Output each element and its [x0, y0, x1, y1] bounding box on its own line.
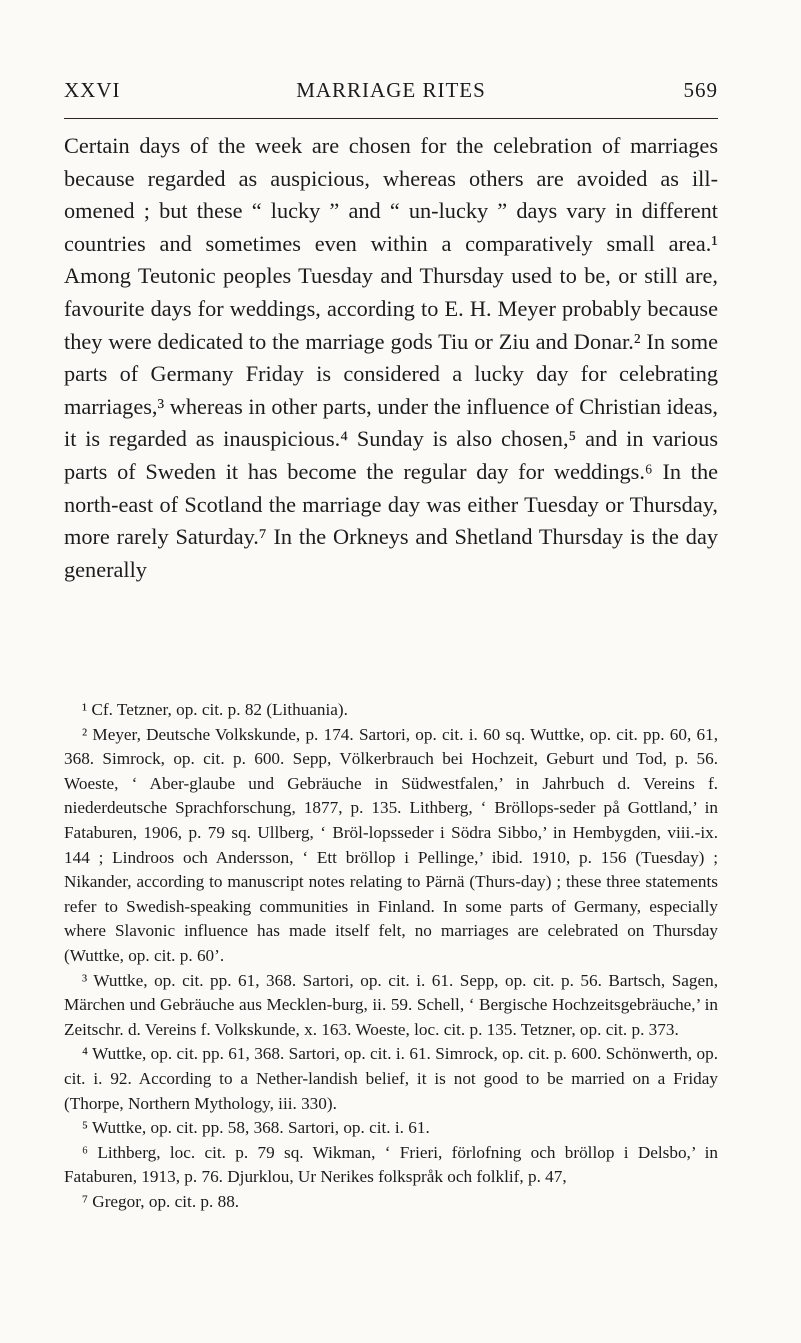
footnote-3: ³ Wuttke, op. cit. pp. 61, 368. Sartori, op. cit. i. 61. Sepp, op. cit. p. 56. Bartsch, Sagen, Märchen und Gebräuche aus Mecklen-burg, ii. 59. Schell, ‘ Bergische Hochzeitsgebräuche,’ in Zeitschr. d. Vereins f. Volkskunde, x. 163. Woeste, loc. cit. p. 135. Tetzner, op. cit. p. 373. [64, 970, 718, 1039]
running-title: MARRIAGE RITES [296, 78, 486, 102]
body-paragraph: Certain days of the week are chosen for the celebration of marriages because regarded as auspicious, whereas others are avoided as ill-omened ; but these “ lucky ” and “ un-lucky ” days vary in different countries and sometimes even within a comparatively small area.¹ Among Teutonic peoples Tuesday and Thursday used to be, or still are, favourite days for weddings, according to E. H. Meyer probably because they were dedicated to the marriage gods Tiu or Ziu and Donar.² In some parts of Germany Friday is considered a lucky day for celebrating marriages,³ whereas in other parts, under the influence of Christian ideas, it is regarded as inauspicious.⁴ Sunday is also chosen,⁵ and in various parts of Sweden it has become the regular day for weddings.⁶ In the north-east of Scotland the marriage day was either Tuesday or Thursday, more rarely Saturday.⁷ In the Orkneys and Shetland Thursday is the day generally [64, 133, 718, 582]
main-text [64, 130, 718, 586]
chapter-number: XXVI [64, 78, 121, 102]
running-header [64, 78, 718, 108]
footnote-6: ⁶ Lithberg, loc. cit. p. 79 sq. Wikman, ‘ Frieri, förlofning och bröllop i Delsbo,’ in Fataburen, 1913, p. 76. Djurklou, Ur Nerikes folkspråk och folklif, p. 47, [64, 1142, 718, 1187]
footnotes [64, 698, 718, 1214]
footnote-1: ¹ Cf. Tetzner, op. cit. p. 82 (Lithuania). [82, 700, 348, 719]
header-rule [64, 118, 718, 119]
footnote-7: ⁷ Gregor, op. cit. p. 88. [82, 1191, 240, 1211]
page-number: 569 [683, 78, 718, 102]
footnote-2: ² Meyer, Deutsche Volkskunde, p. 174. Sartori, op. cit. i. 60 sq. Wuttke, op. cit. pp. 60, 61, 368. Simrock, op. cit. p. 600. Sepp, Völkerbrauch bei Hochzeit, Geburt und Tod, p. 56. Woeste, ‘ Aber-glaube und Gebräuche in Südwestfalen,’ in Jahrbuch d. Vereins f. niederdeutsche Sprachforschung, 1877, p. 135. Lithberg, ‘ Bröllops-seder på Gottland,’ in Fataburen, 1906, p. 79 sq. Ullberg, ‘ Bröl-lopsseder i Södra Sibbo,’ in Hembygden, viii.-ix. 144 ; Lindroos och Andersson, ‘ Ett bröllop i Pellinge,’ ibid. 1910, p. 156 (Tuesday) ; Nikander, according to manuscript notes relating to Pärnä (Thurs-day) ; these three statements refer to Swedish-speaking communities in Finland. In some parts of Germany, especially where Slavonic influence has made itself felt, no marriages are celebrated on Thursday (Wuttke, op. cit. p. 60’. [64, 724, 718, 965]
footnote-4: ⁴ Wuttke, op. cit. pp. 61, 368. Sartori, op. cit. i. 61. Simrock, op. cit. p. 600. Schönwerth, op. cit. i. 92. According to a Nether-landish belief, it is not good to be married on a Friday (Thorpe, Northern Mythology, iii. 330). [64, 1044, 718, 1113]
footnote-5: ⁵ Wuttke, op. cit. pp. 58, 368. Sartori, op. cit. i. 61. [82, 1118, 430, 1138]
